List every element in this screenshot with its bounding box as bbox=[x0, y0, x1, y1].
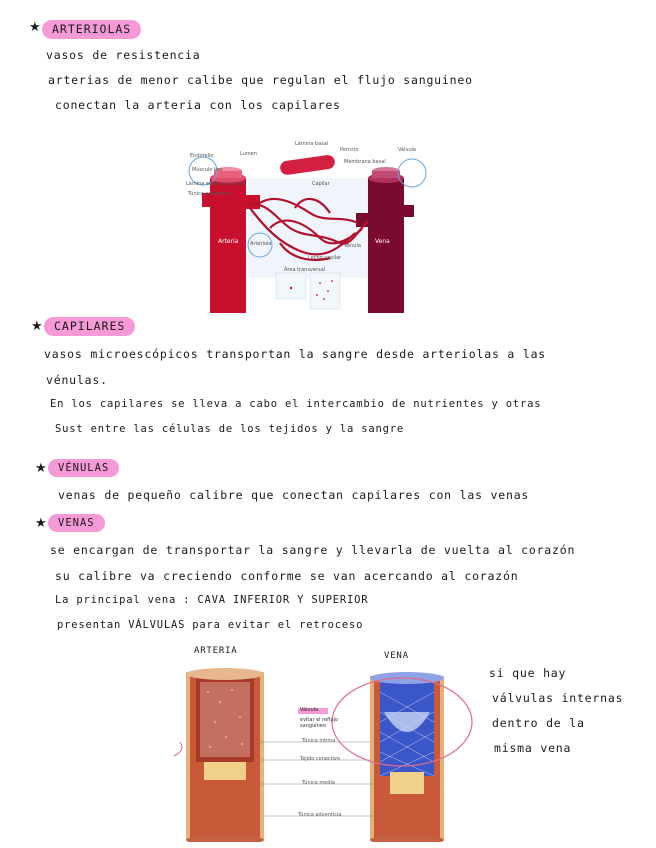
side-note-line: válvulas internas bbox=[492, 691, 624, 705]
basal-lamina-label: Lámina basal bbox=[295, 141, 329, 147]
artery-vein-diagram bbox=[170, 662, 480, 842]
text-line: vénulas. bbox=[46, 373, 108, 387]
elastic-lamina-label: Lámina elástica interna bbox=[186, 181, 245, 187]
text-line: Sust entre las células de los tejidos y la sangre bbox=[55, 423, 404, 435]
side-note-line: si que hay bbox=[489, 666, 567, 680]
venule-label: Vénula bbox=[344, 243, 361, 249]
lumen-label: Lumen bbox=[240, 151, 257, 157]
text-line: su calibre va creciendo conforme se van acercando al corazón bbox=[55, 569, 519, 583]
text-line: vasos de resistencia bbox=[46, 48, 201, 62]
valve-label: Válvula bbox=[300, 707, 319, 713]
reflux-label: evitar el reflujo sanguíneo bbox=[300, 717, 338, 729]
bullet-icon: ★ bbox=[35, 461, 47, 476]
text-line: vasos microescópicos transportan la sangre desde arteriolas a las bbox=[44, 347, 547, 361]
side-note-line: dentro de la bbox=[492, 716, 585, 730]
blood-vessels-diagram bbox=[180, 133, 432, 313]
cross-section-label: Área transversal bbox=[284, 267, 326, 273]
text-line: se encargan de transportar la sangre y llevarla de vuelta al corazón bbox=[50, 543, 576, 557]
vein-label: Vena bbox=[375, 238, 390, 245]
artery-diagram-title: ARTERIA bbox=[194, 646, 238, 656]
side-note-line: misma vena bbox=[494, 741, 572, 755]
section-title-venulas: VÉNULAS bbox=[48, 459, 119, 477]
text-line: La principal vena : CAVA INFERIOR Y SUPERIOR bbox=[55, 594, 369, 606]
pericyte-label: Pericito bbox=[340, 147, 359, 153]
section-title-capilares: CAPILARES bbox=[44, 317, 135, 336]
adventitia-label: Túnica adventicia bbox=[188, 191, 232, 197]
endothelium-label: Endotelio bbox=[190, 153, 214, 159]
vein-diagram-title: VENA bbox=[384, 651, 409, 661]
smooth-muscle-label: Músculo liso bbox=[192, 167, 223, 173]
section-title-arteriolas: ARTERIOLAS bbox=[42, 20, 141, 39]
arteriole-label: Arteriola bbox=[250, 241, 272, 247]
artery-label: Arteria bbox=[218, 238, 239, 245]
capillary-bed-label: Lecho capilar bbox=[308, 255, 342, 261]
valve-label: Válvula bbox=[398, 147, 417, 153]
bullet-icon: ★ bbox=[31, 319, 43, 334]
text-line: conectan la arteria con los capilares bbox=[55, 98, 341, 112]
text-line: En los capilares se lleva a cabo el intercambio de nutrientes y otras bbox=[50, 398, 542, 410]
bullet-icon: ★ bbox=[35, 516, 47, 531]
capillary-label: Capilar bbox=[312, 181, 330, 187]
tunica-adventitia-label: Túnica adventicia bbox=[298, 812, 342, 818]
text-line: venas de pequeño calibre que conectan capilares con las venas bbox=[58, 488, 530, 502]
section-title-venas: VENAS bbox=[48, 514, 105, 532]
bullet-icon: ★ bbox=[29, 20, 41, 35]
text-line: arterias de menor calibe que regulan el flujo sanguineo bbox=[48, 73, 473, 87]
connective-tissue-label: Tejido conectivo bbox=[300, 756, 341, 762]
text-line: presentan VÁLVULAS para evitar el retroceso bbox=[57, 619, 364, 631]
tunica-intima-label: Túnica íntima bbox=[302, 738, 336, 744]
tunica-media-label: Túnica media bbox=[302, 780, 335, 786]
basal-membrane-label: Membrana basal bbox=[344, 159, 386, 165]
